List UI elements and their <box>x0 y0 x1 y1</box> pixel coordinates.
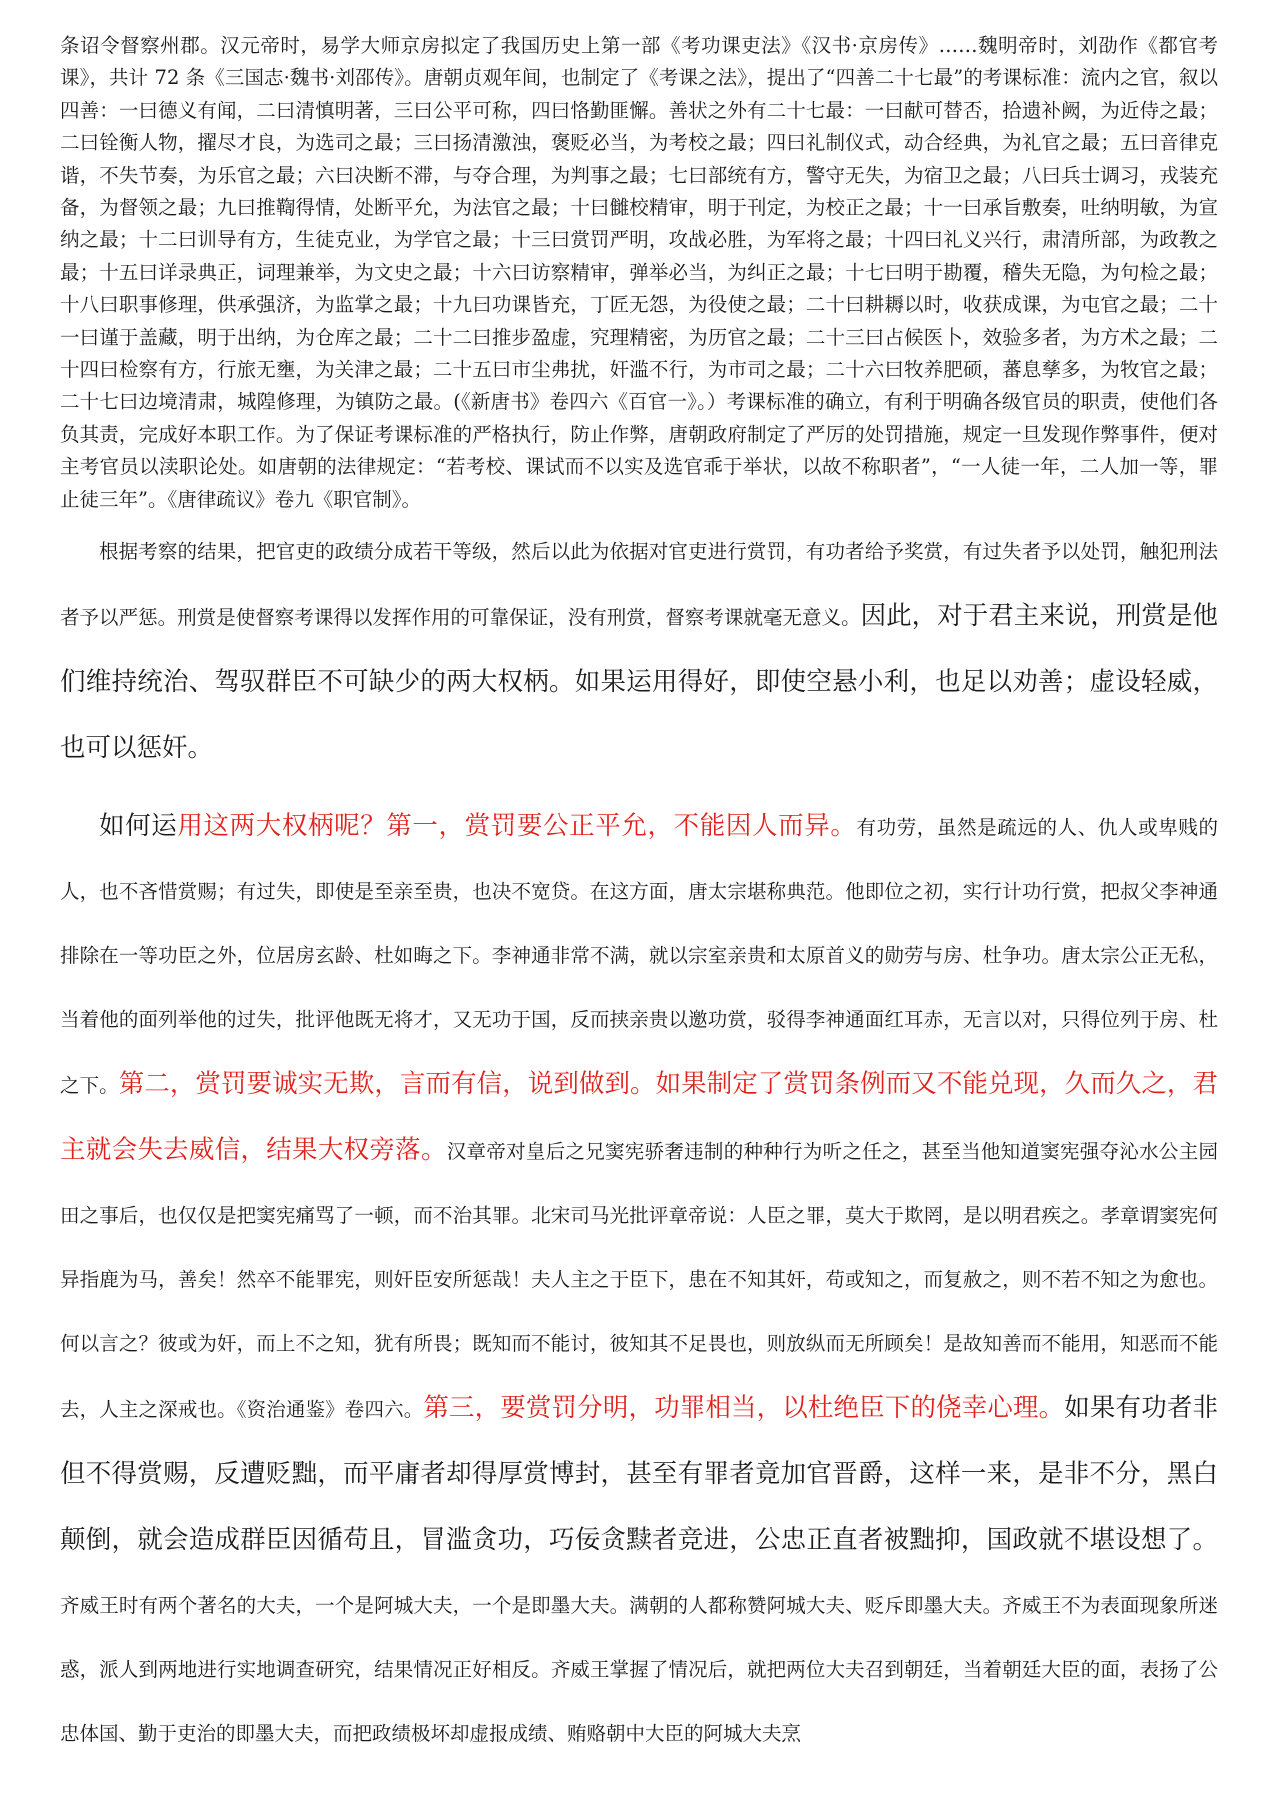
point-three-large-text: 如果有功者非但不得赏赐，反遭贬黜，而平庸者却得厚赏博封，甚至有罪者竟加官晋爵，这样一来，是非不分，黑白颠倒，就会造成群臣因循苟且，冒滥贪功，巧佞贪黩者竞进，公忠正直者被黜抑，国政就不堪设想了。 <box>60 1393 1218 1556</box>
point-one-heading: 用这两大权柄呢？第一，赏罚要公正平允，不能因人而异。 <box>177 811 857 842</box>
question-lead: 如何运 <box>99 811 178 842</box>
point-one-text: 有功劳，虽然是疏远的人、仇人或卑贱的人，也不吝惜赏赐；有过失，即使是至亲至贵，也决不宽贷。在这方面，唐太宗堪称典范。他即位之初，实行计功行赏，把叔父李神通排除在一等功臣之外，位居房玄龄、杜如晦之下。李神通非常不满，就以宗室亲贵和太原首义的勋劳与房、杜争功。唐太宗公正无私，当着他的面列举他的过失，批评他既无将才，又无功于国，反而挟亲贵以邀功赏，驳得李神通面红耳赤，无言以对，只得位列于房、杜之下。 <box>60 816 1218 1098</box>
point-two-text: 汉章帝对皇后之兄窦宪骄奢违制的种种行为听之任之，甚至当他知道窦宪强夺沁水公主园田之事后，也仅仅是把窦宪痛骂了一顿，而不治其罪。北宋司马光批评章帝说：人臣之罪，莫大于欺罔，是以明君疾之。孝章谓窦宪何异指鹿为马，善矣！然卒不能罪宪，则奸臣安所惩哉！夫人主之于臣下，患在不知其奸，苟或知之，而复赦之，则不若不知之为愈也。何以言之？彼或为奸，而上不之知，犹有所畏；既知而不能讨，彼知其不足畏也，则放纵而无所顾矣！是故知善而不能用，知恶而不能去，人主之深戒也。《资治通鉴》卷四六。 <box>60 1140 1218 1422</box>
paragraph-evaluation-standards: 条诏令督察州郡。汉元帝时，易学大师京房拟定了我国历史上第一部《考功课吏法》《汉书·京房传》……魏明帝时，刘劭作《都官考课》，共计 72 条《三国志·魏书·刘邵传》。唐朝贞观年间，也制定了《考课之法》，提出了“四善二十七最”的考课标准：流内之官，叙以四善：一曰德义有闻，二曰清慎明著，三曰公平可称，四曰恪勤匪懈。善状之外有二十七最：一曰献可替否，拾遗补阙，为近侍之最；二曰铨衡人物，擢尽才良，为选司之最；三曰扬清激浊，褒贬必当，为考校之最；四曰礼制仪式，动合经典，为礼官之最；五曰音律克谐，不失节奏，为乐官之最；六曰决断不滞，与夺合理，为判事之最；七曰部统有方，警守无失，为宿卫之最；八曰兵士调习，戎装充备，为督领之最；九曰推鞫得情，处断平允，为法官之最；十曰雠校精审，明于刊定，为校正之最；十一曰承旨敷奏，吐纳明敏，为宣纳之最；十二曰训导有方，生徒克业，为学官之最；十三曰赏罚严明，攻战必胜，为军将之最；十四曰礼义兴行，肃清所部，为政教之最；十五曰详录典正，词理兼举，为文史之最；十六曰访察精审，弹举必当，为纠正之最；十七曰明于勘覆，稽失无隐，为句检之最；十八曰职事修理，供承强济，为监掌之最；十九曰功课皆充，丁匠无怨，为役使之最；二十曰耕耨以时，收获成课，为屯官之最；二十一曰谨于盖藏，明于出纳，为仓库之最；二十二曰推步盈虚，究理精密，为历官之最；二十三曰占候医卜，效验多者，为方术之最；二十四曰检察有方，行旅无壅，为关津之最；二十五曰市尘弗扰，奸滥不行，为市司之最；二十六曰牧养肥硕，蕃息孳多，为牧官之最；二十七曰边境清肃，城隍修理，为镇防之最。(《新唐书》卷四六《百官一》。）考课标准的确立，有利于明确各级官员的职责，使他们各负其责，完成好本职工作。为了保证考课标准的严格执行，防止作弊，唐朝政府制定了严厉的处罚措施，规定一旦发现作弊事件，便对主考官员以渎职论处。如唐朝的法律规定：“若考校、课试而不以实及选官乖于举状，以故不称职者”，“一人徒一年，二人加一等，罪止徒三年”。《唐律疏议》卷九《职官制》。 <box>60 34 1218 511</box>
paragraph-how-to-use-power <box>60 794 1218 1766</box>
para2-large-text: 因此，对于君主来说，刑赏是他们维持统治、驾驭群臣不可缺少的两大权柄。如果运用得好，即使空悬小利，也足以劝善；虚设轻威，也可以惩奸。 <box>60 601 1218 764</box>
point-two-heading: 第二，赏罚要诚实无欺，言而有信，说到做到。如果制定了赏罚条例而又不能兑现，久而久之，君主就会失去威信，结果大权旁落。 <box>60 1069 1218 1166</box>
paragraph-rewards-punishments <box>60 520 1218 782</box>
point-three-heading: 第三，要赏罚分明，功罪相当，以杜绝臣下的侥幸心理。 <box>423 1393 1065 1424</box>
para2-small-text: 根据考察的结果，把官吏的政绩分成若干等级，然后以此为依据对官吏进行赏罚，有功者给予奖赏，有过失者予以处罚，触犯刑法者予以严惩。刑赏是使督察考课得以发挥作用的可靠保证，没有刑赏，督察考课就毫无意义。 <box>60 540 1218 630</box>
point-three-example-text: 齐威王时有两个著名的大夫，一个是阿城大夫，一个是即墨大夫。满朝的人都称赞阿城大夫、贬斥即墨大夫。齐威王不为表面现象所迷惑，派人到两地进行实地调查研究，结果情况正好相反。齐威王掌握了情况后，就把两位大夫召到朝廷，当着朝廷大臣的面，表扬了公忠体国、勤于吏治的即墨大夫，而把政绩极坏却虚报成绩、贿赂朝中大臣的阿城大夫烹 <box>60 1594 1218 1746</box>
